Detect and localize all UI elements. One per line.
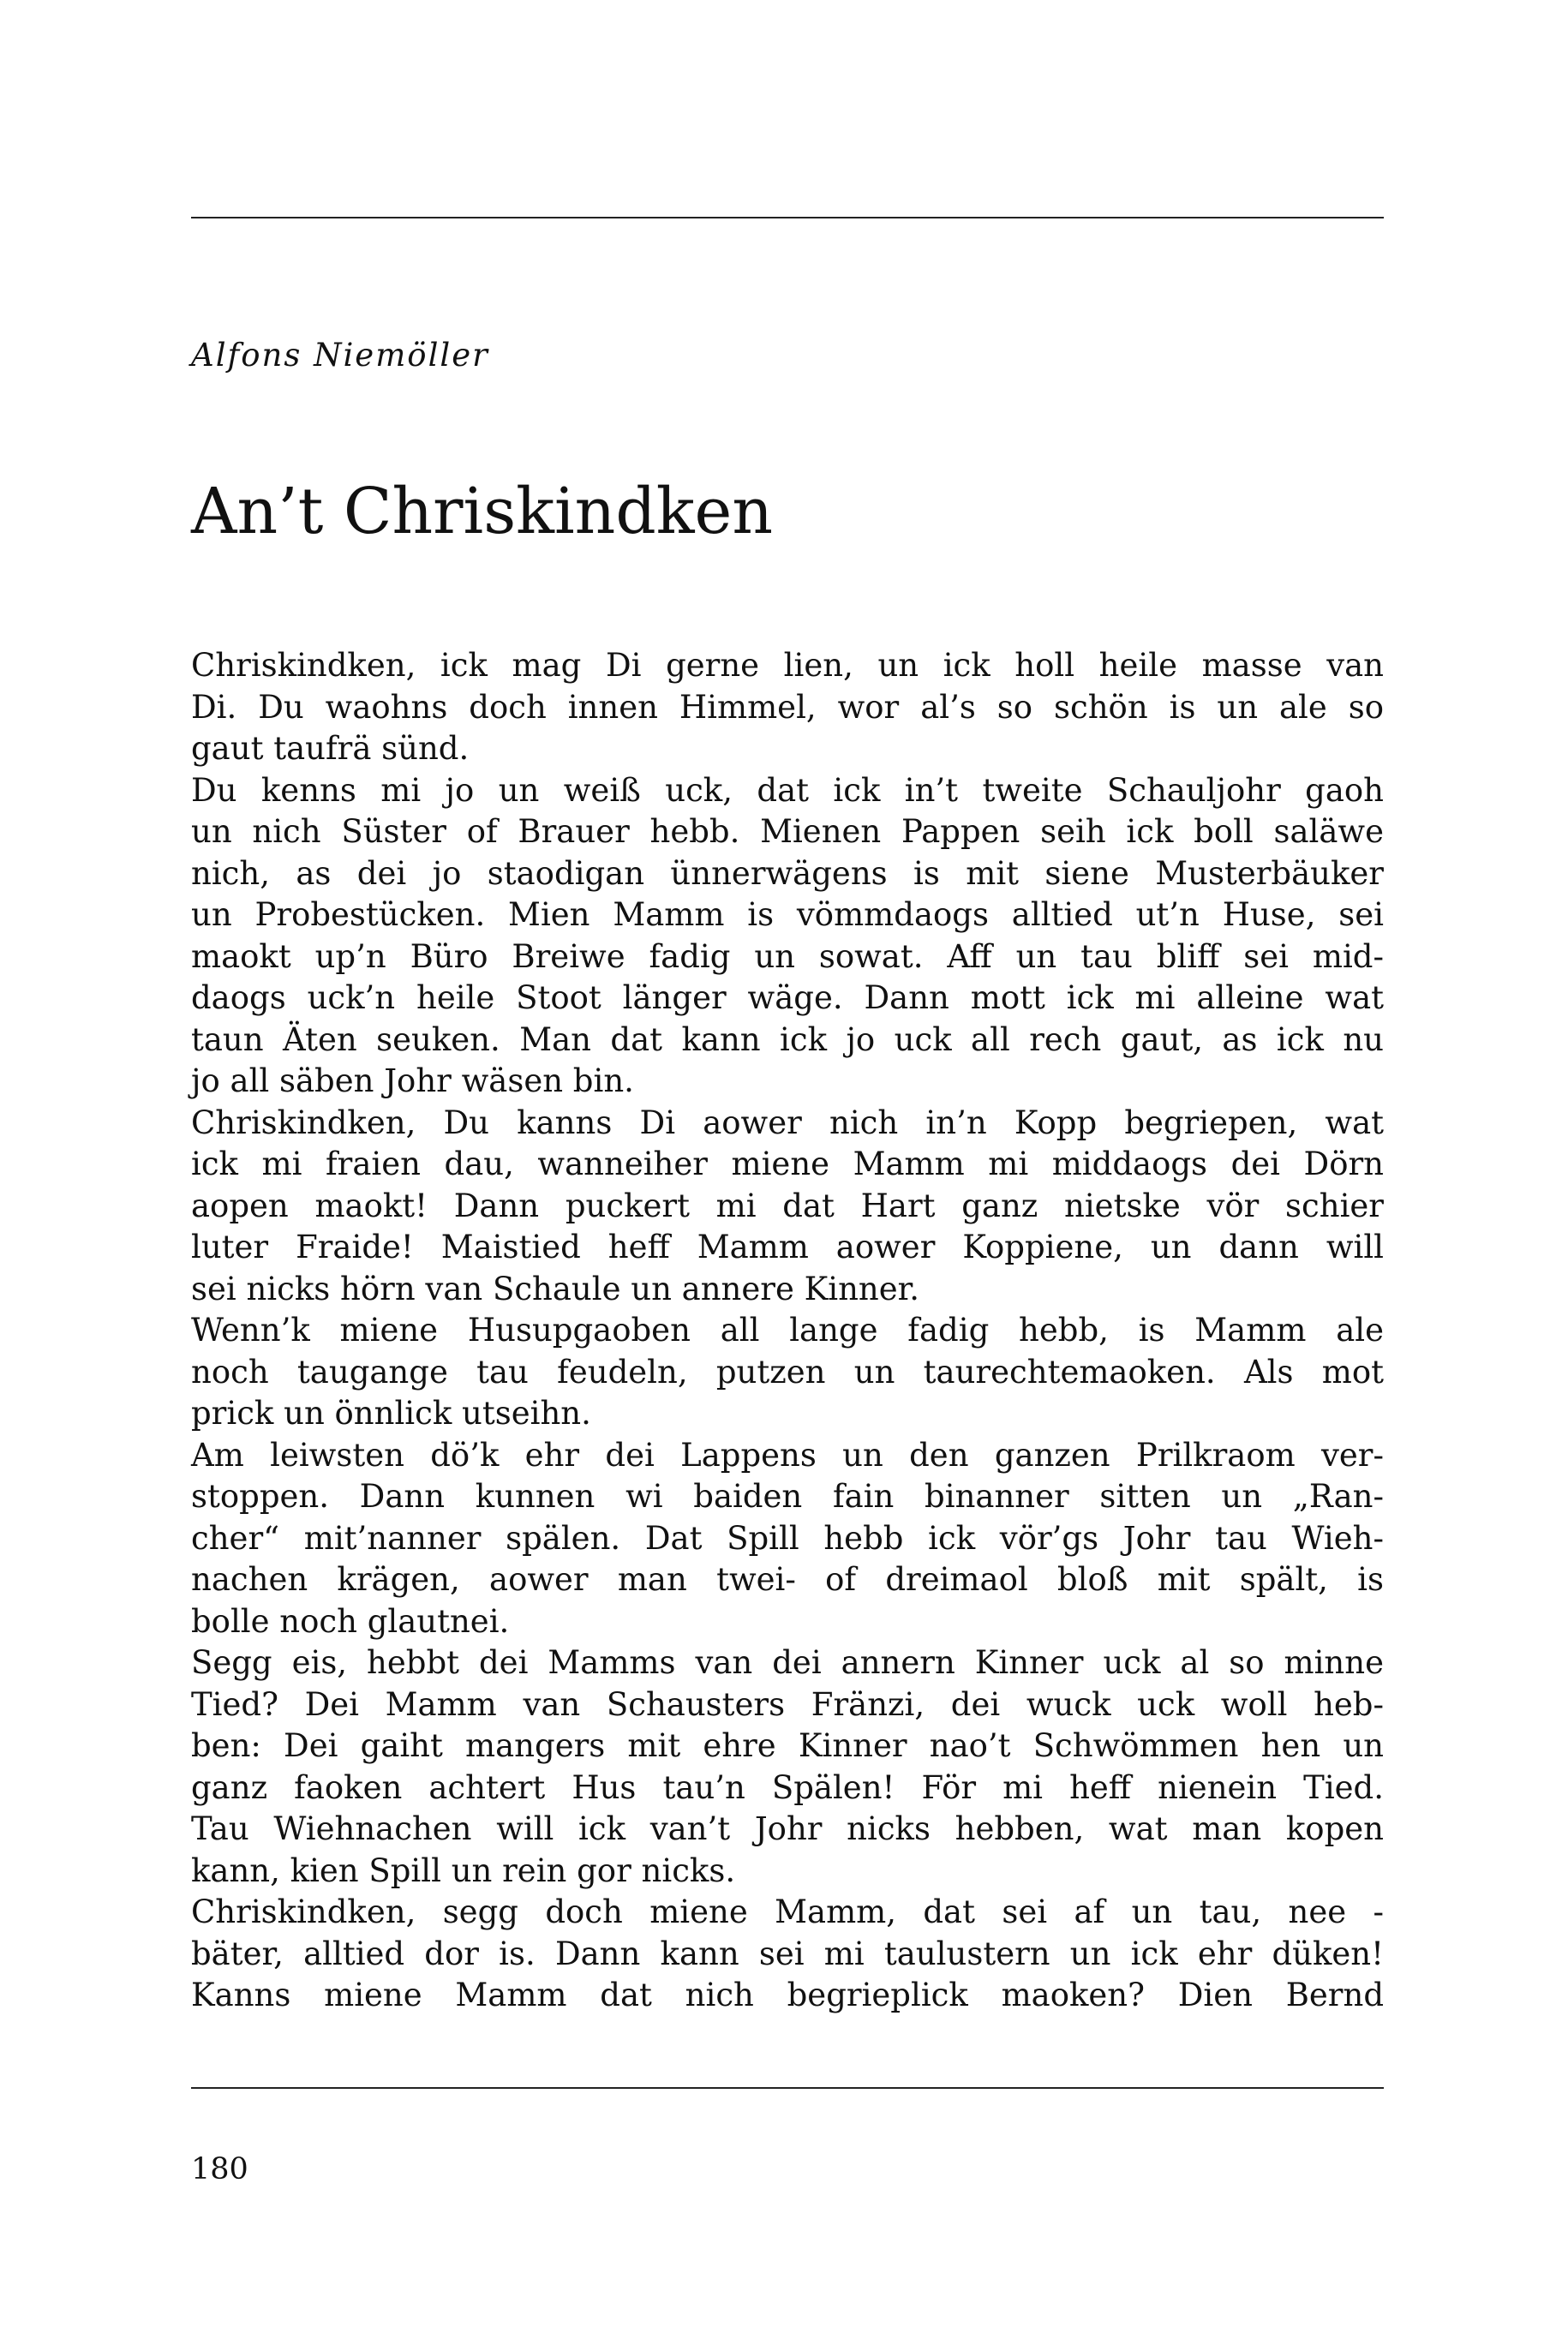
- text-line: un nich Süster of Brauer hebb. Mienen Pappen seih ick boll saläwe: [191, 813, 1384, 850]
- text-line: ick mi fraien dau, wanneiher miene Mamm mi middaogs dei Dörn: [191, 1146, 1384, 1182]
- text-line: Chriskindken, segg doch miene Mamm, dat sei af un tau, nee -: [191, 1893, 1384, 1930]
- text-line: Du kenns mi jo un weiß uck, dat ick in’t tweite Schauljohr gaoh: [191, 771, 1384, 809]
- text-line: gaut taufrä sünd.: [191, 730, 470, 767]
- text-line: nich, as dei jo staodigan ünnerwägens is mit siene Musterbäuker: [191, 854, 1384, 892]
- text-line: stoppen. Dann kunnen wi baiden fain binanner sitten un „Ran-: [191, 1478, 1384, 1515]
- page-title: An’t Chriskindken: [191, 475, 774, 548]
- body-text: [191, 645, 1384, 2017]
- text-line: Kanns miene Mamm dat nich begrieplick maoken? Dien Bernd: [191, 1977, 1384, 2013]
- text-line: noch taugange tau feudeln, putzen un taurechtemaoken. Als mot: [191, 1353, 1384, 1391]
- text-line: bolle noch glautnei.: [191, 1602, 510, 1640]
- text-line: Tied? Dei Mamm van Schausters Fränzi, dei wuck uck woll heb-: [191, 1685, 1384, 1723]
- bottom-rule: [191, 2087, 1384, 2089]
- text-line: Wenn’k miene Husupgaoben all lange fadig hebb, is Mamm ale: [191, 1312, 1384, 1349]
- top-rule: [191, 217, 1384, 218]
- text-line: Chriskindken, ick mag Di gerne lien, un ick holl heile masse van: [191, 647, 1384, 684]
- text-line: kann, kien Spill un rein gor nicks.: [191, 1851, 736, 1889]
- text-line: aopen maokt! Dann puckert mi dat Hart ganz nietske vör schier: [191, 1187, 1384, 1224]
- text-line: nachen krägen, aower man twei- of dreimaol bloß mit spält, is: [191, 1561, 1384, 1598]
- text-line: sei nicks hörn van Schaule un annere Kinner.: [191, 1270, 920, 1307]
- text-line: Tau Wiehnachen will ick van’t Johr nicks hebben, wat man kopen: [191, 1810, 1384, 1847]
- text-line: ben: Dei gaiht mangers mit ehre Kinner nao’t Schwömmen hen un: [191, 1727, 1384, 1764]
- text-line: jo all säben Johr wäsen bin.: [191, 1062, 634, 1099]
- text-line: Chriskindken, Du kanns Di aower nich in’n Kopp begriepen, wat: [191, 1104, 1384, 1141]
- text-line: prick un önnlick utseihn.: [191, 1395, 591, 1432]
- text-line: luter Fraide! Maistied heff Mamm aower Koppiene, un dann will: [191, 1229, 1384, 1265]
- text-line: Di. Du waohns doch innen Himmel, wor al’s so schön is un ale so: [191, 688, 1384, 726]
- text-line: taun Äten seuken. Man dat kann ick jo uck all rech gaut, as ick nu: [191, 1020, 1384, 1058]
- text-line: maokt up’n Büro Breiwe fadig un sowat. Aff un tau bliff sei mid-: [191, 937, 1384, 975]
- text-line: cher“ mit’nanner spälen. Dat Spill hebb ick vör’gs Johr tau Wieh-: [191, 1519, 1384, 1557]
- page-number: 180: [191, 2152, 248, 2186]
- text-line: bäter, alltied dor is. Dann kann sei mi taulustern un ick ehr düken!: [191, 1935, 1384, 1972]
- text-line: daogs uck’n heile Stoot länger wäge. Dann mott ick mi alleine wat: [191, 979, 1384, 1016]
- text-line: un Probestücken. Mien Mamm is vömmdaogs alltied ut’n Huse, sei: [191, 896, 1384, 933]
- author-name: Alfons Niemöller: [191, 337, 489, 374]
- text-line: Am leiwsten dö’k ehr dei Lappens un den ganzen Prilkraom ver-: [191, 1436, 1384, 1474]
- text-line: Segg eis, hebbt dei Mamms van dei annern Kinner uck al so minne: [191, 1644, 1384, 1681]
- text-line: ganz faoken achtert Hus tau’n Spälen! För mi heff nienein Tied.: [191, 1768, 1384, 1806]
